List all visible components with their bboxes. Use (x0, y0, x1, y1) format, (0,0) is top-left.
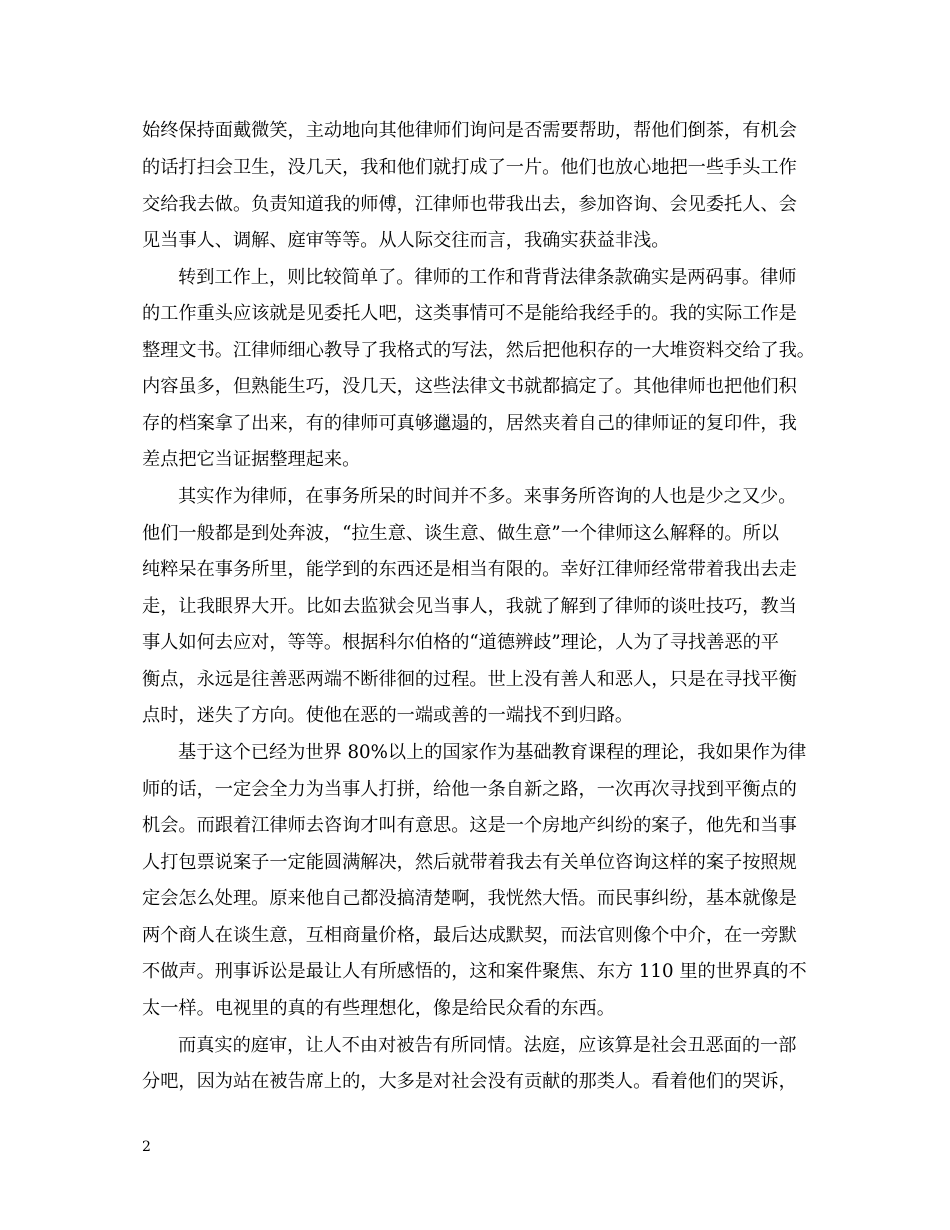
text-line: 定会怎么处理。原来他自己都没搞清楚啊，我恍然大悟。而民事纠纷，基本就像是 (142, 888, 797, 909)
text-line: 始终保持面戴微笑，主动地向其他律师们询问是否需要帮助，帮他们倒茶，有机会 (142, 120, 797, 141)
text-line: 他们一般都是到处奔波，“拉生意、谈生意、做生意”一个律师这么解释的。所以 (142, 523, 779, 544)
text-line: 见当事人、调解、庭审等等。从人际交往而言，我确实获益非浅。 (142, 230, 670, 251)
text-line: 走，让我眼界大开。比如去监狱会见当事人，我就了解到了律师的谈吐技巧，教当 (142, 596, 797, 617)
text-line: 的工作重头应该就是见委托人吧，这类事情可不是能给我经手的。我的实际工作是 (142, 303, 797, 324)
text-line: 存的档案拿了出来，有的律师可真够邋遢的，居然夹着自己的律师证的复印件，我 (142, 413, 797, 434)
text-line: 的话打扫会卫生，没几天，我和他们就打成了一片。他们也放心地把一些手头工作 (142, 157, 797, 178)
text-line: 差点把它当证据整理起来。 (142, 449, 361, 470)
text-line: 师的话，一定会全力为当事人打拼，给他一条自新之路，一次再次寻找到平衡点的 (142, 779, 797, 800)
text-line: 转到工作上，则比较简单了。律师的工作和背背法律条款确实是两码事。律师 (178, 267, 797, 288)
text-line: 点时，迷失了方向。使他在恶的一端或善的一端找不到归路。 (142, 705, 634, 726)
text-line: 分吧，因为站在被告席上的，大多是对社会没有贡献的那类人。看着他们的哭诉， (142, 1071, 797, 1092)
text-line: 机会。而跟着江律师去咨询才叫有意思。这是一个房地产纠纷的案子，他先和当事 (142, 815, 797, 836)
text-line: 两个商人在谈生意，互相商量价格，最后达成默契，而法官则像个中介，在一旁默 (142, 925, 797, 946)
text-line: 纯粹呆在事务所里，能学到的东西还是相当有限的。幸好江律师经常带着我出去走 (142, 559, 797, 580)
text-line: 太一样。电视里的真的有些理想化，像是给民众看的东西。 (142, 998, 615, 1019)
text-line: 交给我去做。负责知道我的师傅，江律师也带我出去，参加咨询、会见委托人、会 (142, 194, 797, 215)
page-number: 2 (142, 1139, 151, 1155)
text-line: 人打包票说案子一定能圆满解决，然后就带着我去有关单位咨询这样的案子按照规 (142, 852, 797, 873)
text-line: 内容虽多，但熟能生巧，没几天，这些法律文书就都搞定了。其他律师也把他们积 (142, 376, 797, 397)
text-line: 其实作为律师，在事务所呆的时间并不多。来事务所咨询的人也是少之又少。 (178, 486, 797, 507)
text-line: 而真实的庭审，让人不由对被告有所同情。法庭，应该算是社会丑恶面的一部 (178, 1035, 797, 1056)
text-line: 基于这个已经为世界 80%以上的国家作为基础教育课程的理论，我如果作为律 (178, 742, 807, 763)
text-line: 事人如何去应对，等等。根据科尔伯格的“道德辨歧”理论，人为了寻找善恶的平 (142, 632, 779, 653)
text-line: 不做声。刑事诉讼是最让人有所感悟的，这和案件聚焦、东方 110 里的世界真的不 (142, 961, 807, 982)
text-line: 衡点，永远是往善恶两端不断徘徊的过程。世上没有善人和恶人，只是在寻找平衡 (142, 669, 797, 690)
text-line: 整理文书。江律师细心教导了我格式的写法，然后把他积存的一大堆资料交给了我。 (142, 340, 815, 361)
